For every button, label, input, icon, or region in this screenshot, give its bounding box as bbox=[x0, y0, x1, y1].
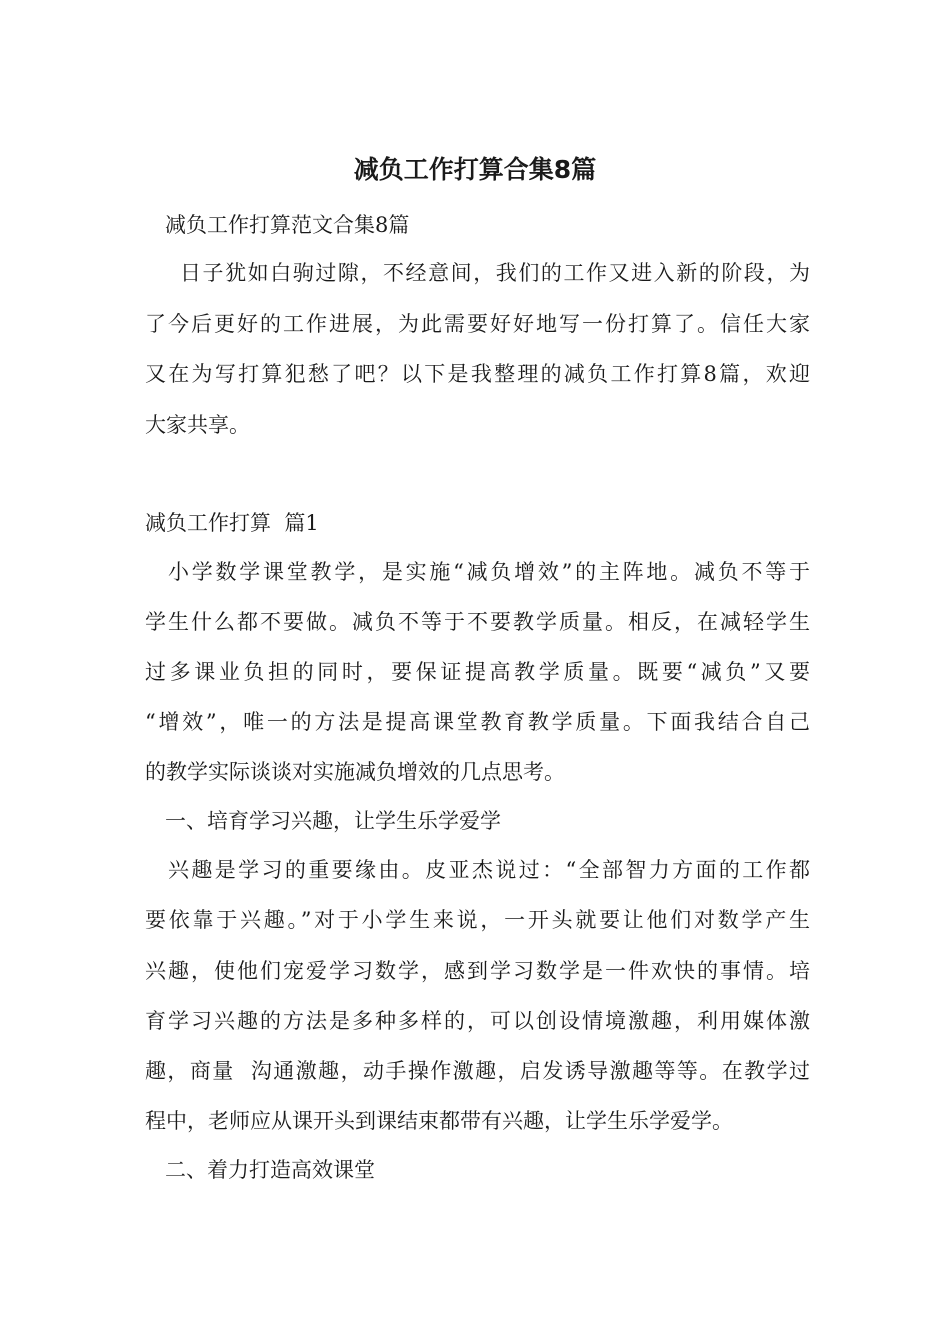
intro-line: 日子犹如白驹过隙，不经意间，我们的工作又进入新的阶段，为 bbox=[180, 261, 810, 285]
paragraph-line: 趣，商量 沟通激趣，动手操作激趣，启发诱导激趣等等。在教学过 bbox=[145, 1059, 810, 1083]
paragraph-line: 过多课业负担的同时，要保证提高教学质量。既要“减负”又要 bbox=[145, 660, 810, 684]
paragraph-line: 学生什么都不要做。减负不等于不要教学质量。相反，在减轻学生 bbox=[145, 610, 810, 634]
section-heading: 减负工作打算 篇1 bbox=[145, 511, 319, 535]
paragraph-line: 小学数学课堂教学，是实施“减负增效”的主阵地。减负不等于 bbox=[168, 560, 810, 584]
paragraph-line: 的教学实际谈谈对实施减负增效的几点思考。 bbox=[145, 760, 565, 784]
intro-line: 大家共享。 bbox=[145, 413, 250, 437]
paragraph-line: 兴趣，使他们宠爱学习数学，感到学习数学是一件欢快的事情。培 bbox=[145, 959, 810, 983]
point-heading: 一、培育学习兴趣，让学生乐学爱学 bbox=[165, 809, 501, 833]
paragraph-line: 程中，老师应从课开头到课结束都带有兴趣，让学生乐学爱学。 bbox=[145, 1109, 733, 1133]
point-heading: 二、着力打造高效课堂 bbox=[165, 1158, 375, 1182]
document-subtitle: 减负工作打算范文合集8篇 bbox=[165, 213, 410, 237]
paragraph-line: 要依靠于兴趣。”对于小学生来说，一开头就要让他们对数学产生 bbox=[145, 908, 810, 932]
paragraph-line: 兴趣是学习的重要缘由。皮亚杰说过：“全部智力方面的工作都 bbox=[168, 858, 810, 882]
intro-line: 又在为写打算犯愁了吧？以下是我整理的减负工作打算8篇，欢迎 bbox=[145, 362, 810, 386]
document-title: 减负工作打算合集8篇 bbox=[353, 155, 597, 184]
paragraph-line: “增效”，唯一的方法是提高课堂教育教学质量。下面我结合自己 bbox=[145, 710, 810, 734]
intro-line: 了今后更好的工作进展，为此需要好好地写一份打算了。信任大家 bbox=[145, 312, 810, 336]
paragraph-line: 育学习兴趣的方法是多种多样的，可以创设情境激趣，利用媒体激 bbox=[145, 1009, 810, 1033]
